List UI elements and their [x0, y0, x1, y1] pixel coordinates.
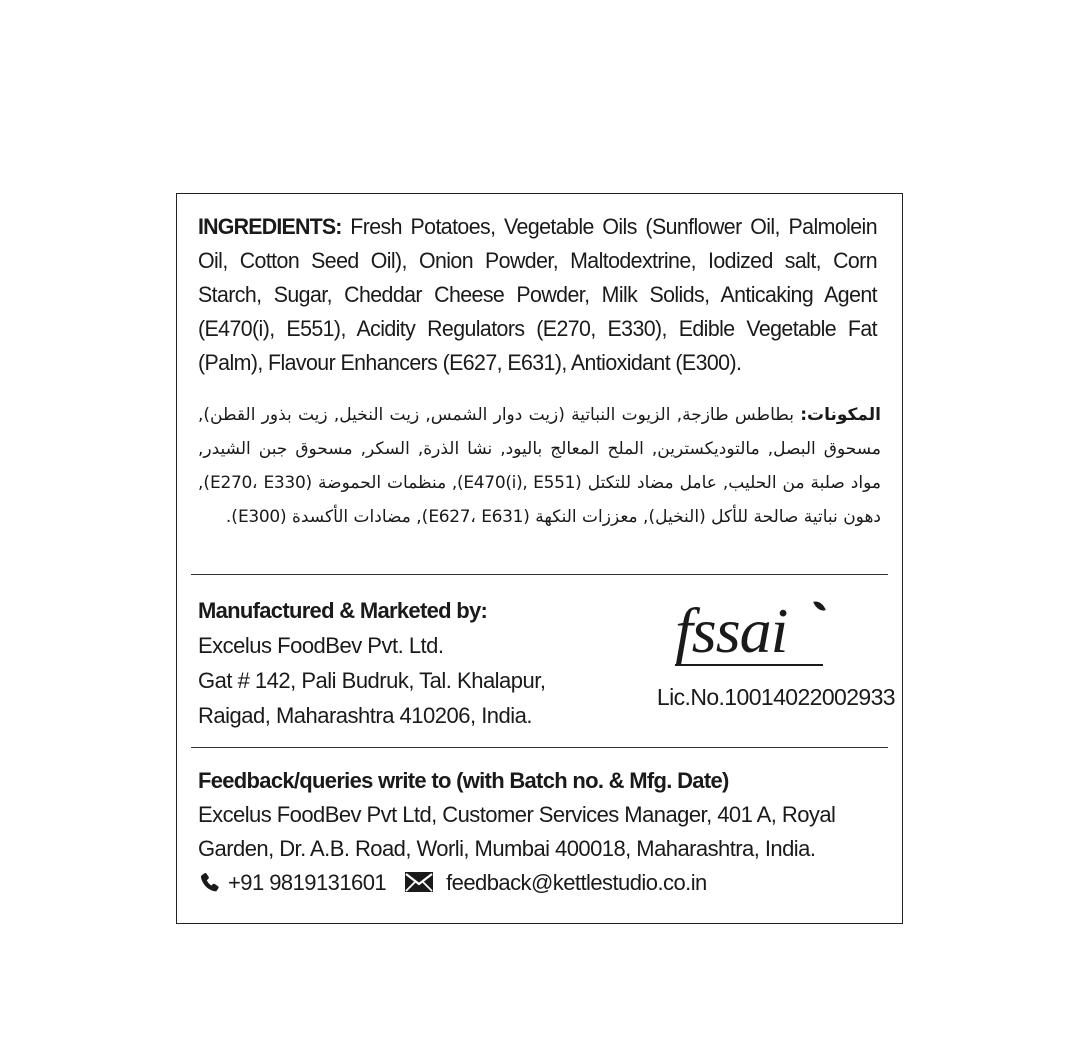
ingredients-arabic [198, 398, 881, 534]
ingredients-arabic-text: بطاطس طازجة, الزيوت النباتية (زيت دوار الشمس, زيت النخيل, زيت بذور القطن), مسحوق البصل, مالتوديكسترين, الملح المعالج باليود, نشا الذرة, السكر, مسحوق جبن الشيدر, مواد صلبة من الحليب, عامل مضاد للتكتل (E470(i), E551), منظمات الحموضة (E270، E330), دهون نباتية صالحة للأكل (النخيل), معززات النكهة (E627، E631), مضادات الأكسدة (E300). [198, 405, 881, 527]
phone-icon [198, 871, 222, 895]
feedback-address-line: Excelus FoodBev Pvt Ltd, Customer Services Manager, 401 A, Royal [198, 802, 836, 827]
ingredients-arabic-heading: المكونات: [800, 405, 881, 425]
fssai-logo-underline [675, 664, 823, 666]
manufacturer-title: Manufactured & Marketed by: [198, 598, 488, 623]
license-number: Lic.No.10014022002933 [656, 684, 895, 710]
section-divider [191, 747, 888, 748]
feedback-block [198, 764, 898, 900]
ingredients-heading: INGREDIENTS: [198, 214, 342, 239]
section-divider [191, 574, 888, 575]
fssai-logo-text: fssai [675, 595, 788, 666]
fssai-leaf-icon [813, 599, 826, 613]
manufacturer-line: Raigad, Maharashtra 410206, India. [198, 703, 533, 728]
manufacturer-line: Excelus FoodBev Pvt. Ltd. [198, 633, 444, 658]
feedback-title: Feedback/queries write to (with Batch no. & Mfg. Date) [198, 768, 729, 793]
email-address[interactable]: feedback@kettlestudio.co.in [446, 870, 707, 895]
contact-row [198, 866, 898, 900]
manufacturer-line: Gat # 142, Pali Budruk, Tal. Khalapur, [198, 668, 546, 693]
fssai-logo [675, 594, 835, 674]
product-label [176, 193, 903, 924]
fssai-block [605, 594, 895, 724]
envelope-icon [404, 871, 434, 895]
ingredients-text: Fresh Potatoes, Vegetable Oils (Sunflower Oil, Palmolein Oil, Cotton Seed Oil), Onion Powder, Maltodextrine, Iodized salt, Corn Starch, Sugar, Cheddar Cheese Powder, Milk Solids, Anticaking Agent (E470(i), E551), Acidity Regulators (E270, E330), Edible Vegetable Fat (Palm), Flavour Enhancers (E627, E631), Antioxidant (E300). [198, 214, 877, 375]
phone-number[interactable]: +91 9819131601 [228, 870, 387, 895]
ingredients-english [198, 210, 877, 380]
feedback-address-line: Garden, Dr. A.B. Road, Worli, Mumbai 400018, Maharashtra, India. [198, 836, 816, 861]
manufacturer-block [198, 593, 618, 733]
